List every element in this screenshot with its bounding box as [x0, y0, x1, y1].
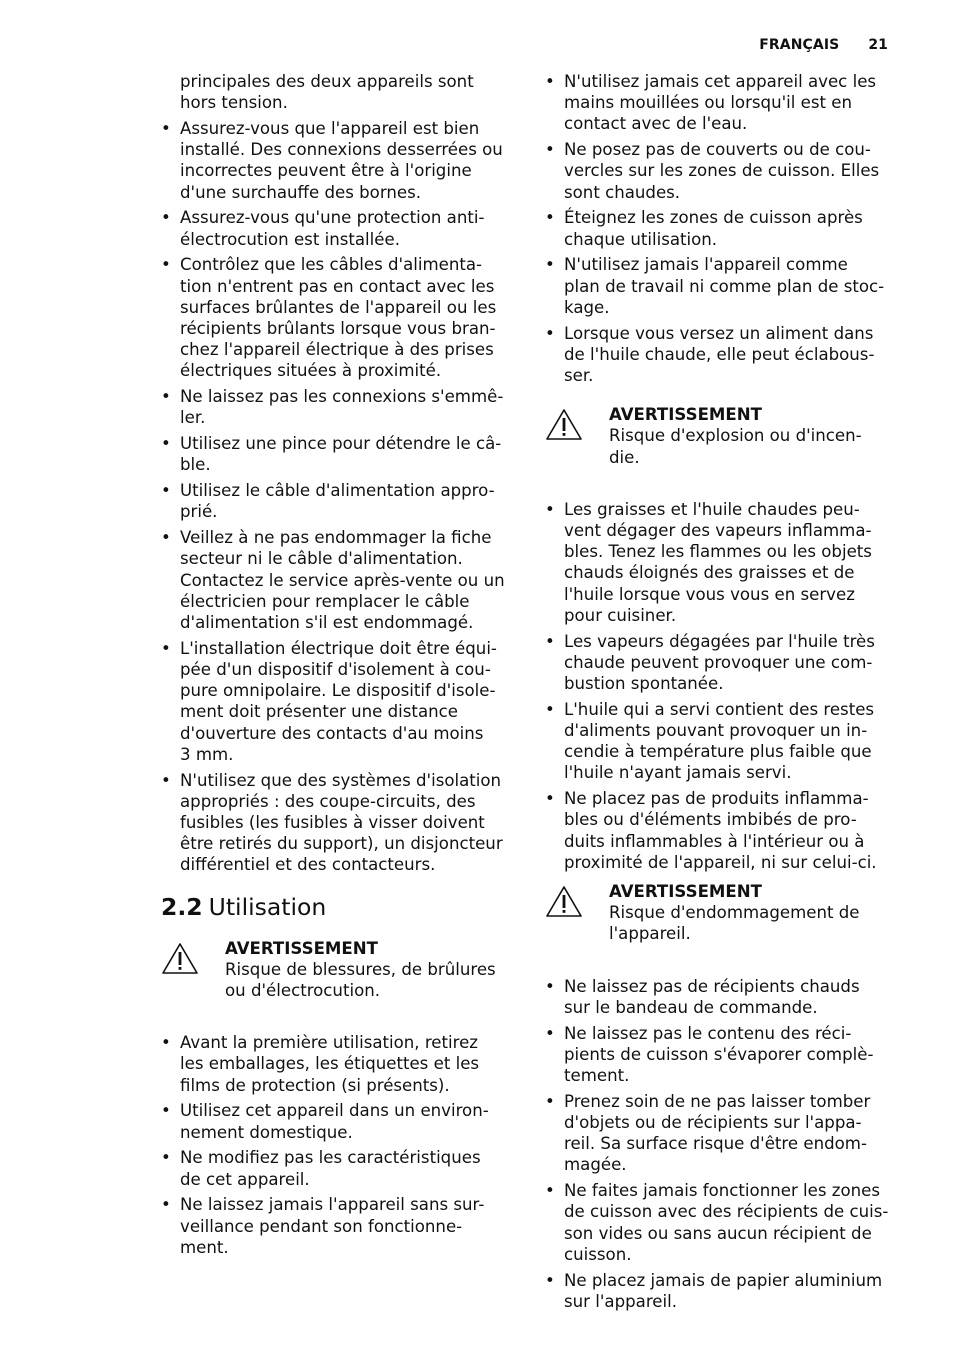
page-header	[759, 37, 888, 53]
list-item: • Ne laissez pas de récipients chauds sur le bandeau de commande.	[545, 976, 897, 1018]
list-item: • Ne modifiez pas les caractéristiques de cet appareil.	[161, 1147, 516, 1189]
list-item: • Utilisez le câble d'alimentation appro- prié.	[161, 480, 516, 522]
list-item: • Ne placez pas de produits inflamma- bles ou d'éléments imbibés de pro- duits inflammables à l'intérieur ou à proximité de l'appareil, ni sur celui-ci.	[545, 788, 897, 873]
list-item: • Utilisez cet appareil dans un environ- nement domestique.	[161, 1100, 516, 1142]
language-label: FRANÇAIS	[759, 37, 840, 53]
warning-box	[545, 881, 897, 945]
list-item: • L'installation électrique doit être équi- pée d'un dispositif d'isolement à cou- pure omnipolaire. Le dispositif d'isole- ment doit présenter une distance d'ouverture des contacts d'au moins 3 mm.	[161, 638, 516, 765]
section-number: 2.2	[161, 892, 203, 921]
list-item: • Éteignez les zones de cuisson après chaque utilisation.	[545, 207, 897, 249]
list-item: • N'utilisez que des systèmes d'isolation appropriés : des coupe-circuits, des fusibles (les fusibles à visser doivent être retirés du support), un disjoncteur différentiel et des contacteurs.	[161, 770, 516, 876]
warning-text: Risque d'endommagement de l'appareil.	[609, 903, 860, 944]
list-item: • Ne placez jamais de papier aluminium sur l'appareil.	[545, 1270, 897, 1312]
list-item: • Prenez soin de ne pas laisser tomber d'objets ou de récipients sur l'appa- reil. Sa surface risque d'être endom- magée.	[545, 1091, 897, 1176]
list-item: • Ne laissez pas les connexions s'emmê- ler.	[161, 386, 516, 428]
list-item: • Avant la première utilisation, retirez les emballages, les étiquettes et les films de protection (si présents).	[161, 1032, 516, 1096]
warning-box	[161, 938, 516, 1002]
list-item: • L'huile qui a servi contient des restes d'aliments pouvant provoquer un in- cendie à température plus faible que l'huile n'ayant jamais servi.	[545, 699, 897, 784]
list-item: • Assurez-vous que l'appareil est bien installé. Des connexions desserrées ou incorrectes peuvent être à l'origine d'une surchauffe des bornes.	[161, 118, 516, 203]
list-item: • N'utilisez jamais cet appareil avec les mains mouillées ou lorsqu'il est en contact avec de l'eau.	[545, 71, 897, 135]
bullet-list	[545, 499, 897, 873]
list-item: • Ne faites jamais fonctionner les zones de cuisson avec des récipients de cuis- son vides ou sans aucun récipient de cuisson.	[545, 1180, 897, 1265]
bullet-list	[161, 1032, 516, 1258]
page-number: 21	[868, 37, 888, 53]
bullet-list	[161, 118, 516, 876]
warning-title: AVERTISSEMENT	[609, 405, 762, 425]
list-item: • Ne laissez jamais l'appareil sans sur- veillance pendant son fonctionne- ment.	[161, 1194, 516, 1258]
warning-text: Risque d'explosion ou d'incen- die.	[609, 426, 862, 467]
left-column	[161, 71, 516, 1263]
list-item: • Les vapeurs dégagées par l'huile très chaude peuvent provoquer une com- bustion spontanée.	[545, 631, 897, 695]
list-item: • Utilisez une pince pour détendre le câ- ble.	[161, 433, 516, 475]
continued-text: principales des deux appareils sont hors tension.	[180, 72, 474, 113]
list-item: • Ne laissez pas le contenu des réci- pients de cuisson s'évaporer complè- tement.	[545, 1023, 897, 1087]
warning-text: Risque de blessures, de brûlures ou d'électrocution.	[225, 959, 496, 1000]
warning-box	[545, 404, 897, 468]
warning-triangle-icon	[545, 885, 583, 918]
warning-triangle-icon	[545, 408, 583, 441]
list-item: • Assurez-vous qu'une protection anti- électrocution est installée.	[161, 207, 516, 249]
list-item: • Contrôlez que les câbles d'alimenta- tion n'entrent pas en contact avec les surfaces brûlantes de l'appareil ou les récipients brûlants lorsque vous bran- chez l'appareil électrique à des prises électriques situées à proximité.	[161, 254, 516, 381]
bullet-list	[545, 976, 897, 1312]
warning-title: AVERTISSEMENT	[609, 882, 762, 902]
list-item: • N'utilisez jamais l'appareil comme plan de travail ni comme plan de stoc- kage.	[545, 254, 897, 318]
section-title: Utilisation	[208, 892, 327, 921]
list-item: • Les graisses et l'huile chaudes peu- vent dégager des vapeurs inflamma- bles. Tenez les flammes ou les objets chauds éloignés des graisses et de l'huile lorsque vous vous en servez pour cuisiner.	[545, 499, 897, 626]
bullet-list	[545, 71, 897, 386]
list-item: • Ne posez pas de couverts ou de cou- vercles sur les zones de cuisson. Elles sont chaudes.	[545, 139, 897, 203]
list-item: • Veillez à ne pas endommager la fiche secteur ni le câble d'alimentation. Contactez le service après-vente ou un électricien pour remplacer le câble d'alimentation s'il est endommagé.	[161, 527, 516, 633]
right-column	[545, 71, 897, 1317]
warning-title: AVERTISSEMENT	[225, 938, 378, 958]
section-heading	[161, 892, 516, 922]
list-item: • Lorsque vous versez un aliment dans de l'huile chaude, elle peut éclabous- ser.	[545, 323, 897, 387]
warning-triangle-icon	[161, 942, 199, 975]
